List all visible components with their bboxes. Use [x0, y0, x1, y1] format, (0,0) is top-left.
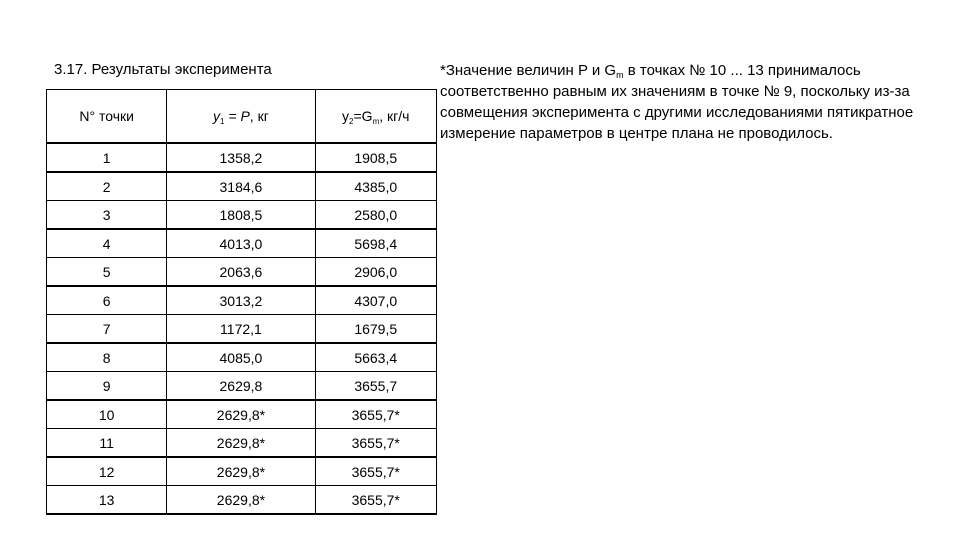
- cell-point-number: 6: [47, 286, 167, 315]
- cell-y1-value: 2063,6: [167, 258, 315, 287]
- cell-y2-value: 3655,7*: [315, 486, 437, 515]
- cell-point-number: 3: [47, 201, 167, 230]
- table-row: [47, 400, 437, 429]
- page-title: 3.17. Результаты эксперимента: [54, 61, 272, 78]
- table-row: [47, 343, 437, 372]
- cell-point-number: 12: [47, 457, 167, 486]
- cell-y2-value: 4385,0: [315, 172, 437, 201]
- cell-y2-value: 3655,7*: [315, 457, 437, 486]
- cell-y1-value: 4013,0: [167, 229, 315, 258]
- table-row: [47, 258, 437, 287]
- table-row: [47, 229, 437, 258]
- table-header-row: [47, 90, 437, 144]
- header-y1-sub: 1: [220, 117, 225, 126]
- cell-y1-value: 1172,1: [167, 315, 315, 344]
- cell-y2-value: 3655,7*: [315, 429, 437, 458]
- table-row: [47, 172, 437, 201]
- table-row: [47, 143, 437, 172]
- cell-point-number: 11: [47, 429, 167, 458]
- footnote-text-start: *Значение величин P и G: [440, 62, 617, 79]
- cell-point-number: 7: [47, 315, 167, 344]
- header-y1-unit: , кг: [249, 108, 269, 124]
- cell-y1-value: 1358,2: [167, 143, 315, 172]
- table-body: [47, 143, 437, 514]
- table-row: [47, 457, 437, 486]
- table-row: [47, 286, 437, 315]
- table-row: [47, 429, 437, 458]
- cell-point-number: 9: [47, 372, 167, 401]
- cell-y2-value: 3655,7*: [315, 400, 437, 429]
- header-y2-unit: , кг/ч: [379, 108, 410, 124]
- header-y2-sub2: m: [372, 117, 380, 126]
- header-y1: [167, 90, 315, 144]
- header-y2-var: y: [342, 108, 350, 124]
- footnote-subscript: m: [616, 70, 624, 80]
- cell-y1-value: 4085,0: [167, 343, 315, 372]
- cell-point-number: 2: [47, 172, 167, 201]
- cell-y1-value: 3184,6: [167, 172, 315, 201]
- cell-y1-value: 2629,8*: [167, 400, 315, 429]
- header-y1-var: y: [213, 108, 221, 124]
- cell-y2-value: 1679,5: [315, 315, 437, 344]
- header-y2: [315, 90, 437, 144]
- cell-point-number: 10: [47, 400, 167, 429]
- cell-y1-value: 2629,8*: [167, 429, 315, 458]
- cell-y2-value: 2906,0: [315, 258, 437, 287]
- header-y2-sub: 2: [349, 117, 354, 126]
- cell-y1-value: 1808,5: [167, 201, 315, 230]
- table-row: [47, 315, 437, 344]
- cell-y1-value: 2629,8*: [167, 486, 315, 515]
- table-row: [47, 372, 437, 401]
- header-y1-rest: = P: [224, 108, 250, 124]
- table-row: [47, 486, 437, 515]
- cell-point-number: 5: [47, 258, 167, 287]
- cell-point-number: 13: [47, 486, 167, 515]
- cell-y2-value: 4307,0: [315, 286, 437, 315]
- cell-y2-value: 2580,0: [315, 201, 437, 230]
- cell-y2-value: 5663,4: [315, 343, 437, 372]
- cell-point-number: 4: [47, 229, 167, 258]
- cell-point-number: 1: [47, 143, 167, 172]
- results-table: [46, 89, 437, 515]
- cell-y1-value: 3013,2: [167, 286, 315, 315]
- cell-y2-value: 5698,4: [315, 229, 437, 258]
- header-y2-mid: =G: [353, 108, 373, 124]
- footnote-text-end: в точках № 10 ... 13 принималось соответственно равным их значениям в точке № 9, поскольку из-за совмещения эксперимента с другими исследованиями пятикратное измерение параметров в центре плана не проводилось.: [440, 62, 914, 142]
- header-point-number: N° точки: [47, 90, 167, 144]
- cell-point-number: 8: [47, 343, 167, 372]
- cell-y2-value: 1908,5: [315, 143, 437, 172]
- cell-y2-value: 3655,7: [315, 372, 437, 401]
- table-row: [47, 201, 437, 230]
- cell-y1-value: 2629,8*: [167, 457, 315, 486]
- footnote: [440, 60, 920, 144]
- cell-y1-value: 2629,8: [167, 372, 315, 401]
